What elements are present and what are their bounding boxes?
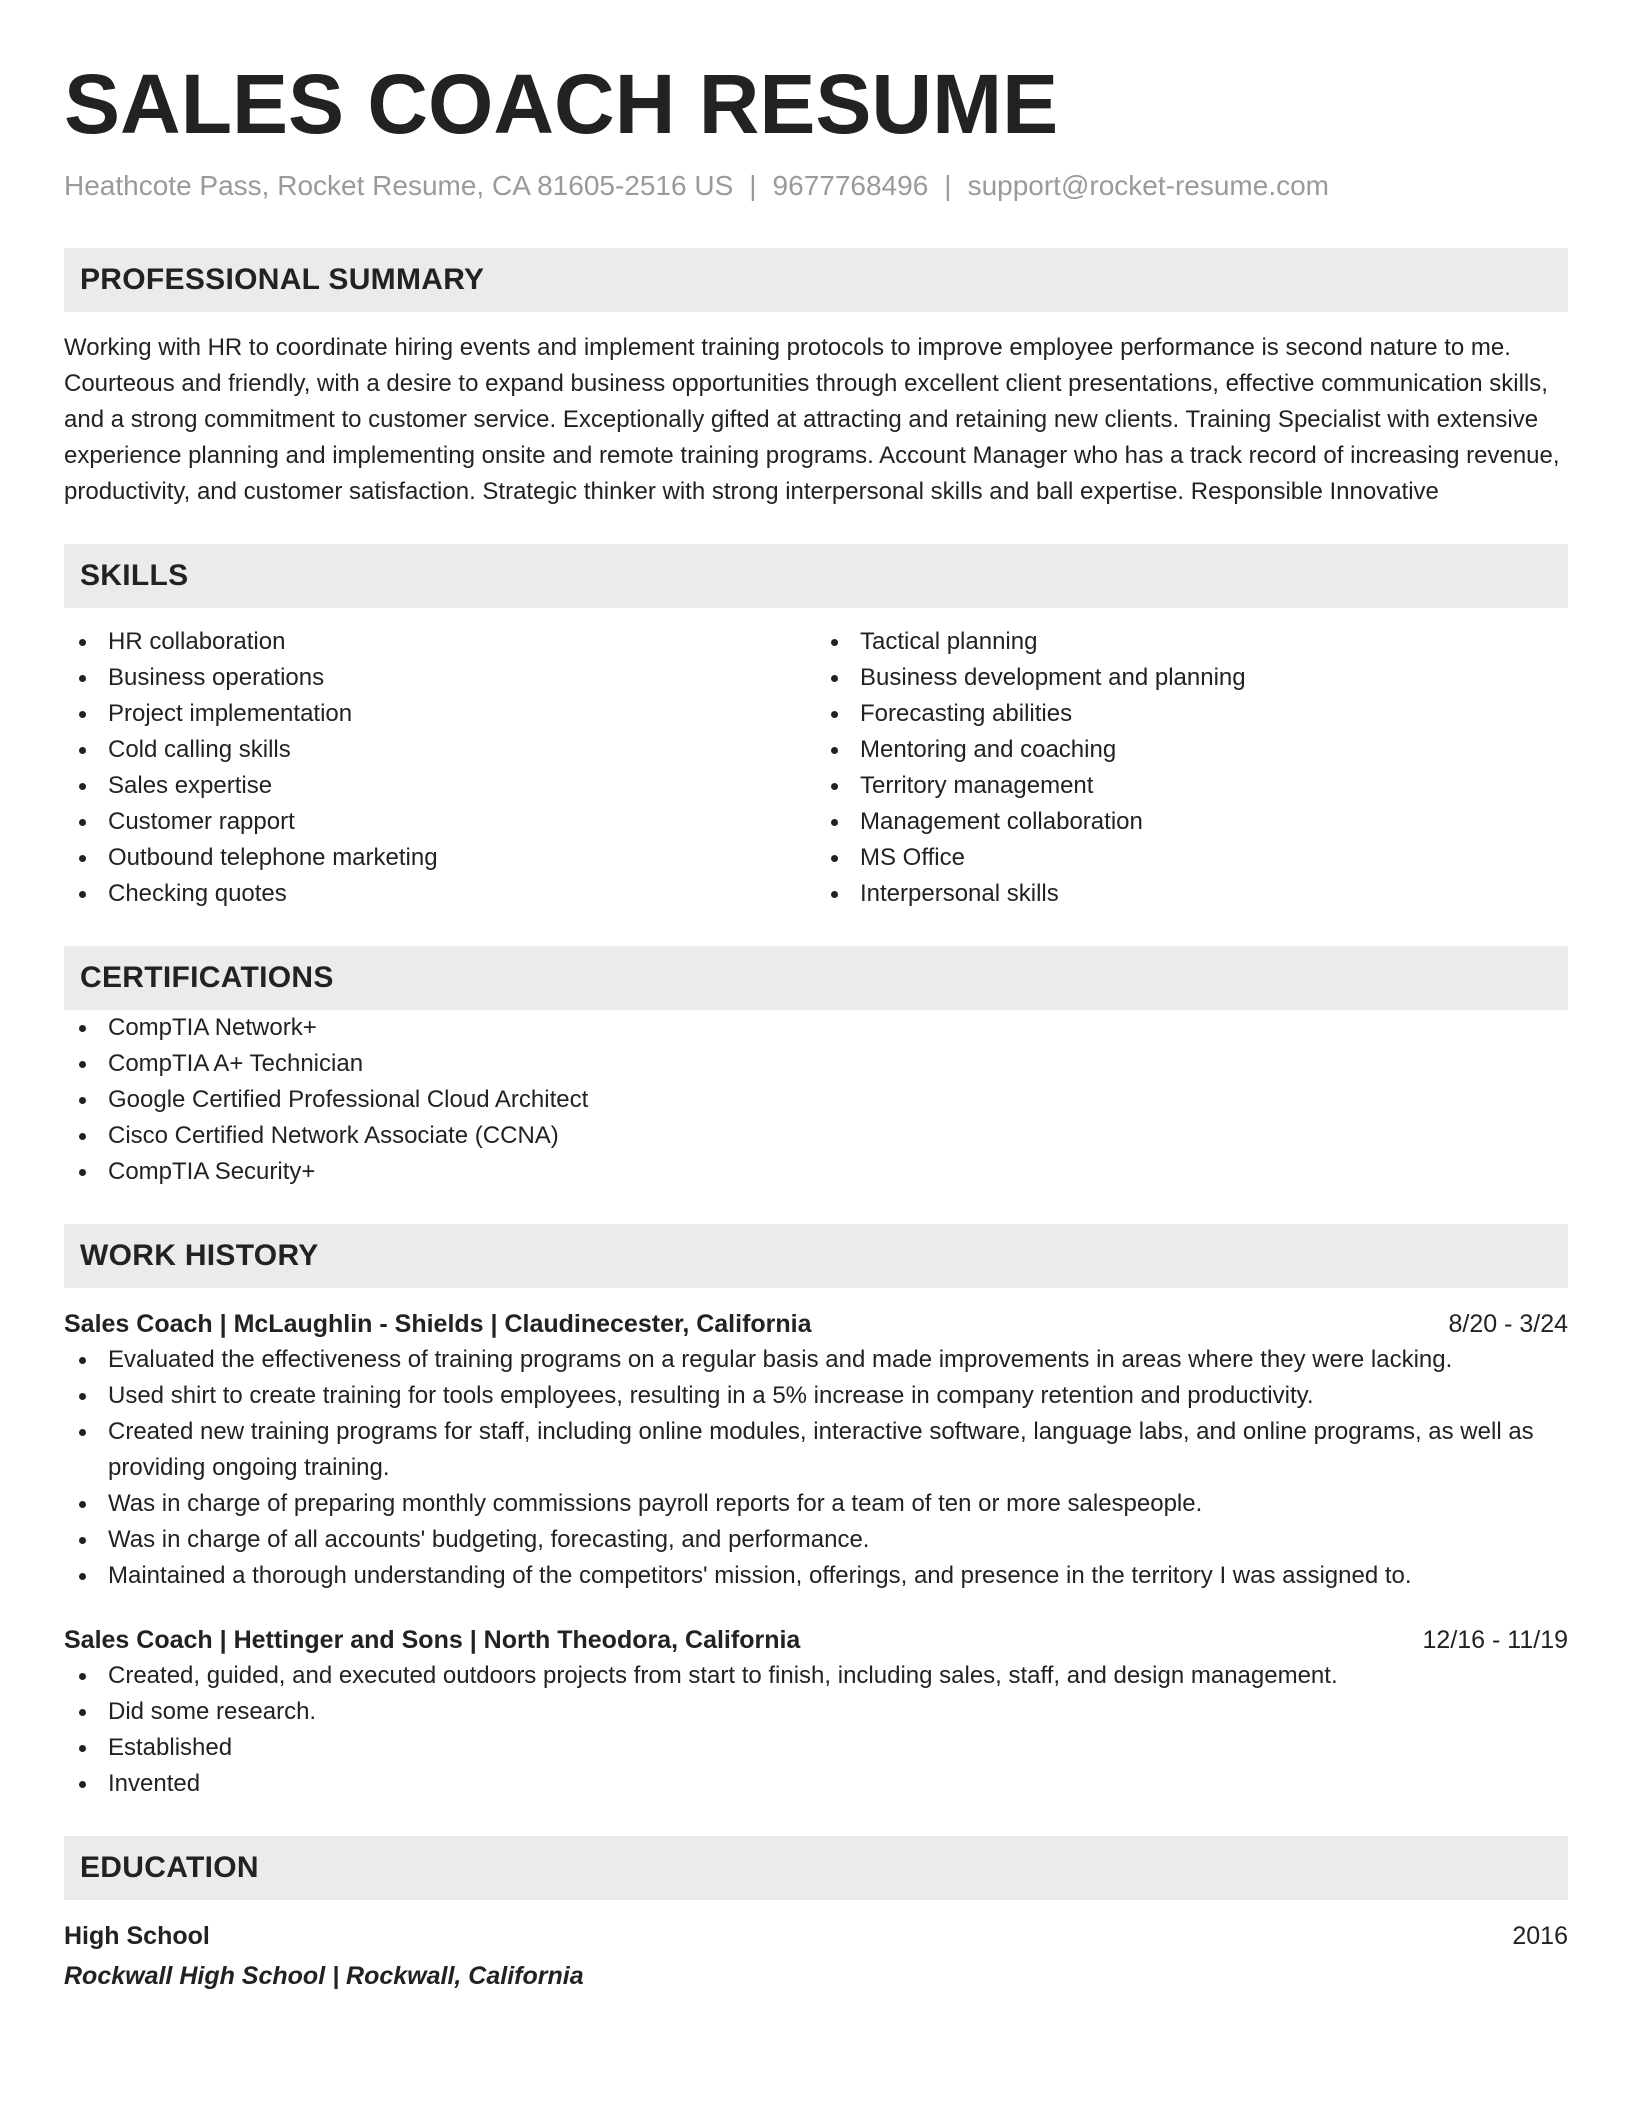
job-bullet: Created, guided, and executed outdoors projects from start to finish, including sales, staff, and design management.	[64, 1658, 1568, 1694]
skills-section	[64, 544, 1568, 912]
education-heading: EDUCATION	[64, 1836, 1568, 1900]
skill-item: Outbound telephone marketing	[64, 840, 816, 876]
certifications-list	[64, 1010, 1568, 1190]
job-bullet: Used shirt to create training for tools employees, resulting in a 5% increase in company retention and productivity.	[64, 1378, 1568, 1414]
skill-item: Sales expertise	[64, 768, 816, 804]
job-bullets	[64, 1342, 1568, 1594]
education-year: 2016	[1512, 1922, 1568, 1950]
job-entry	[64, 1622, 1568, 1802]
certification-item: CompTIA Network+	[64, 1010, 1568, 1046]
education-section	[64, 1836, 1568, 1994]
skill-item: Checking quotes	[64, 876, 816, 912]
skill-item: Territory management	[816, 768, 1568, 804]
contact-separator: |	[944, 170, 952, 201]
skill-item: Tactical planning	[816, 624, 1568, 660]
work-history-section	[64, 1224, 1568, 1802]
certification-item: Cisco Certified Network Associate (CCNA)	[64, 1118, 1568, 1154]
education-degree: High School	[64, 1922, 210, 1950]
resume-title: SALES COACH RESUME	[64, 57, 1059, 151]
education-school: Rockwall High School | Rockwall, California	[64, 1962, 584, 1990]
work-history-heading: WORK HISTORY	[64, 1224, 1568, 1288]
job-bullet: Invented	[64, 1766, 1568, 1802]
contact-separator: |	[749, 170, 757, 201]
skill-item: Business development and planning	[816, 660, 1568, 696]
job-bullet: Evaluated the effectiveness of training programs on a regular basis and made improvements in areas where they were lacking.	[64, 1342, 1568, 1378]
job-bullet: Established	[64, 1730, 1568, 1766]
certifications-heading: CERTIFICATIONS	[64, 946, 1568, 1010]
job-header	[64, 1622, 1568, 1658]
summary-section	[64, 248, 1568, 510]
job-bullet: Was in charge of all accounts' budgeting, forecasting, and performance.	[64, 1522, 1568, 1558]
skill-item: MS Office	[816, 840, 1568, 876]
job-header	[64, 1306, 1568, 1342]
skill-item: Business operations	[64, 660, 816, 696]
certification-item: CompTIA A+ Technician	[64, 1046, 1568, 1082]
certification-item: Google Certified Professional Cloud Architect	[64, 1082, 1568, 1118]
contact-email: support@rocket-resume.com	[967, 170, 1329, 201]
skill-item: Interpersonal skills	[816, 876, 1568, 912]
skill-item: Mentoring and coaching	[816, 732, 1568, 768]
job-dates: 12/16 - 11/19	[1422, 1626, 1568, 1654]
skills-column-right	[816, 624, 1568, 912]
job-bullet: Created new training programs for staff, including online modules, interactive software, language labs, and online programs, as well as providing ongoing training.	[64, 1414, 1568, 1486]
contact-line	[64, 168, 1568, 204]
job-bullets	[64, 1658, 1568, 1802]
skill-item: Management collaboration	[816, 804, 1568, 840]
job-title: Sales Coach | McLaughlin - Shields | Claudinecester, California	[64, 1310, 812, 1338]
skill-item: Customer rapport	[64, 804, 816, 840]
job-dates: 8/20 - 3/24	[1448, 1310, 1568, 1338]
skill-item: Forecasting abilities	[816, 696, 1568, 732]
skill-item: Project implementation	[64, 696, 816, 732]
certification-item: CompTIA Security+	[64, 1154, 1568, 1190]
job-entry	[64, 1306, 1568, 1594]
job-bullet: Did some research.	[64, 1694, 1568, 1730]
job-bullet: Was in charge of preparing monthly commissions payroll reports for a team of ten or more salespeople.	[64, 1486, 1568, 1522]
skills-column-left	[64, 624, 816, 912]
summary-heading: PROFESSIONAL SUMMARY	[64, 248, 1568, 312]
education-header	[64, 1918, 1568, 1954]
skills-heading: SKILLS	[64, 544, 1568, 608]
skill-item: HR collaboration	[64, 624, 816, 660]
skill-item: Cold calling skills	[64, 732, 816, 768]
summary-text: Working with HR to coordinate hiring events and implement training protocols to improve employee performance is second nature to me. Courteous and friendly, with a desire to expand business opportunities through excellent client presentations, effective communication skills, and a strong commitment to customer service. Exceptionally gifted at attracting and retaining new clients. Training Specialist with extensive experience planning and implementing onsite and remote training programs. Account Manager who has a track record of increasing revenue, productivity, and customer satisfaction. Strategic thinker with strong interpersonal skills and ball expertise. Responsible Innovative	[64, 334, 1560, 505]
job-title: Sales Coach | Hettinger and Sons | North Theodora, California	[64, 1626, 801, 1654]
skills-columns	[64, 624, 1568, 912]
contact-address: Heathcote Pass, Rocket Resume, CA 81605-2516 US	[64, 170, 734, 201]
certifications-section	[64, 946, 1568, 1190]
job-bullet: Maintained a thorough understanding of the competitors' mission, offerings, and presence in the territory I was assigned to.	[64, 1558, 1568, 1594]
contact-phone: 9677768496	[772, 170, 929, 201]
